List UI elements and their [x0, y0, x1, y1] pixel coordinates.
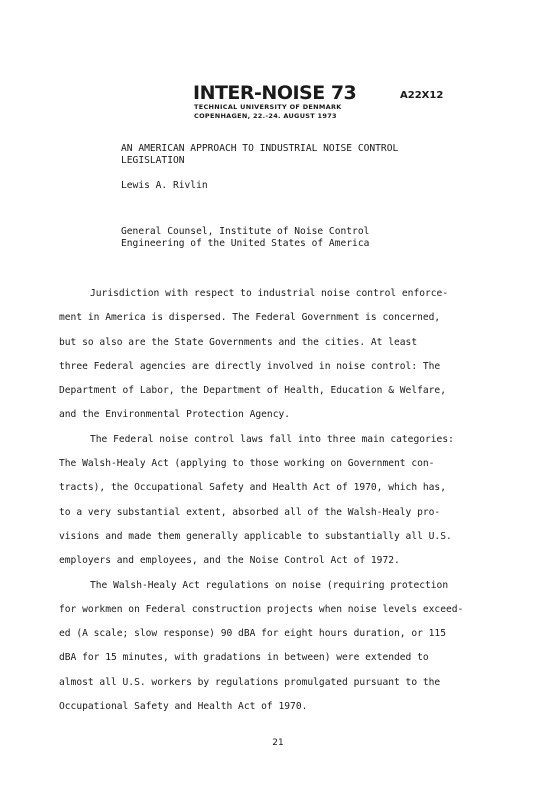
body-line: employers and employees, and the Noise Control Act of 1972.: [59, 555, 400, 567]
body-text: [59, 282, 499, 719]
page-number: 21: [272, 738, 284, 748]
body-line: The Walsh-Healy Act regulations on noise (requiring protection: [90, 579, 449, 591]
author-affiliation-line-2: Engineering of the United States of America: [121, 238, 370, 249]
body-line: Jurisdiction with respect to industrial noise control enforce-: [90, 288, 449, 299]
body-line: Department of Labor, the Department of Health, Education & Welfare,: [59, 385, 446, 397]
author-affiliation-line-1: General Counsel, Institute of Noise Control: [121, 226, 370, 237]
body-line: dBA for 15 minutes, with gradations in between) were extended to: [59, 652, 429, 664]
body-line: The Federal noise control laws fall into three main categories:: [90, 433, 454, 445]
body-line: ed (A scale; slow response) 90 dBA for eight hours duration, or 115: [59, 628, 446, 640]
paper-title-line-1: AN AMERICAN APPROACH TO INDUSTRIAL NOISE CONTROL: [121, 143, 399, 154]
body-line: and the Environmental Protection Agency.: [59, 409, 291, 421]
conference-title: INTER-NOISE 73: [193, 82, 357, 104]
body-line: ment in America is dispersed. The Federal Government is concerned,: [59, 312, 441, 324]
body-line: for workmen on Federal construction projects when noise levels exceed-: [59, 603, 464, 615]
body-line: Occupational Safety and Health Act of 1970.: [59, 701, 308, 713]
body-line: but so also are the State Governments and the cities. At least: [59, 336, 418, 348]
body-line: tracts), the Occupational Safety and Health Act of 1970, which has,: [59, 482, 446, 494]
paper-title-line-2: LEGISLATION: [121, 155, 185, 166]
body-line: three Federal agencies are directly involved in noise control: The: [59, 360, 441, 372]
body-line: visions and made them generally applicable to substantially all U.S.: [59, 530, 452, 542]
body-line: almost all U.S. workers by regulations promulgated pursuant to the: [59, 676, 441, 688]
author-name: Lewis A. Rivlin: [121, 180, 208, 191]
conference-location-dates: COPENHAGEN, 22.-24. AUGUST 1973: [194, 112, 337, 120]
body-line: The Walsh-Healy Act (applying to those working on Government con-: [59, 458, 435, 470]
paper-code: A22X12: [400, 90, 444, 101]
conference-institution: TECHNICAL UNIVERSITY OF DENMARK: [194, 103, 342, 111]
body-line: to a very substantial extent, absorbed all of the Walsh-Healy pro-: [59, 506, 441, 518]
